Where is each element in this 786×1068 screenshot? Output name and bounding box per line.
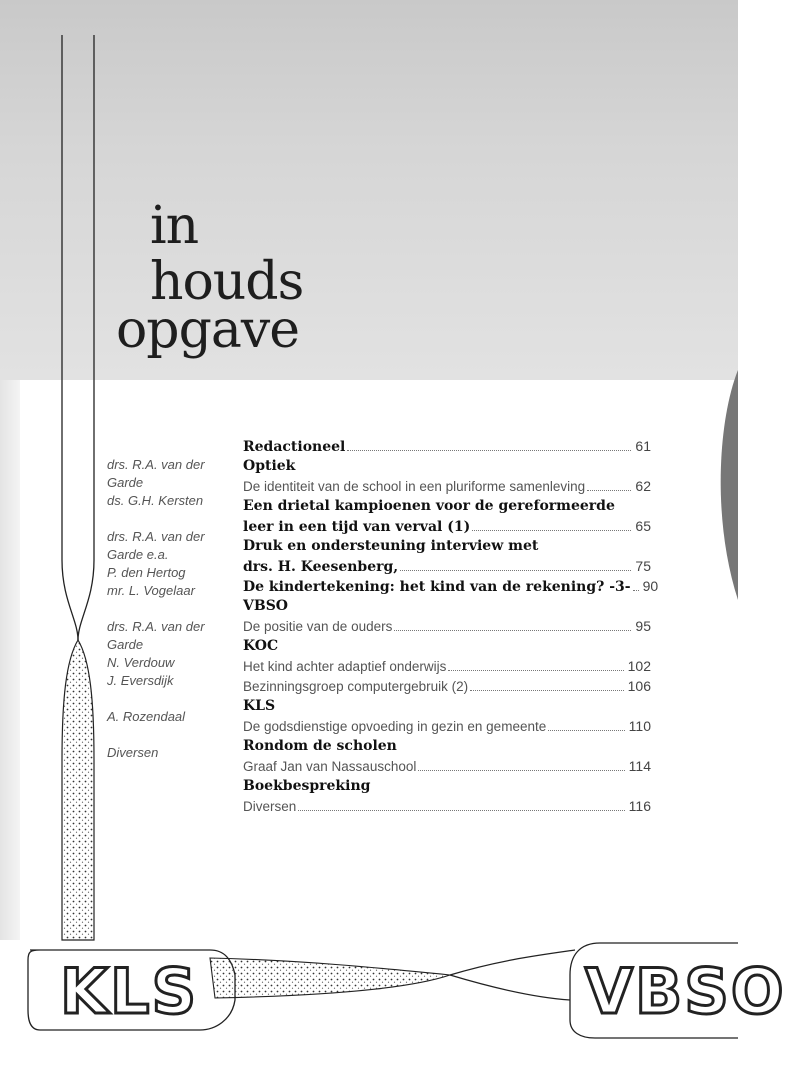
toc-entry xyxy=(243,576,659,596)
right-edge-shadow xyxy=(721,370,738,600)
toc-entry xyxy=(243,656,651,676)
toc-page-number: 114 xyxy=(628,758,651,774)
toc-entry xyxy=(243,456,651,476)
kls-logo: KLS xyxy=(60,955,199,1028)
toc-page-number: 61 xyxy=(635,438,651,454)
toc-page-number: 62 xyxy=(635,478,651,494)
toc-entry xyxy=(243,516,651,536)
toc-entry-title: KLS xyxy=(243,698,276,714)
toc-entry-title: De identiteit van de school in een pluriforme samenleving xyxy=(243,479,586,494)
toc-leader xyxy=(472,530,631,531)
author-line: ds. G.H. Kersten xyxy=(107,493,204,508)
table-of-contents xyxy=(243,436,659,816)
toc-entry-title: Redactioneel xyxy=(243,439,346,455)
toc-page-number: 106 xyxy=(627,678,651,694)
toc-page-number: 110 xyxy=(628,718,651,734)
toc-entry-title: drs. H. Keesenberg, xyxy=(243,559,399,575)
author-line: drs. R.A. van der xyxy=(107,457,205,472)
toc-entry xyxy=(243,536,651,556)
authors-column xyxy=(107,456,232,762)
author-line: drs. R.A. van der xyxy=(107,619,205,634)
toc-entry xyxy=(243,436,651,456)
toc-entry xyxy=(243,736,651,756)
toc-leader xyxy=(448,670,623,671)
toc-entry xyxy=(243,696,651,716)
toc-leader xyxy=(418,770,624,771)
author-line: P. den Hertog xyxy=(107,565,186,580)
author-line: A. Rozendaal xyxy=(107,709,186,724)
toc-entry-title: De kindertekening: het kind van de rekening? -3- xyxy=(243,579,631,595)
title-line-3: opgave xyxy=(116,300,300,360)
toc-entry xyxy=(243,556,651,576)
title-line-1: in xyxy=(150,196,199,256)
toc-entry-title: Druk en ondersteuning interview met xyxy=(243,538,539,554)
toc-page-number: 75 xyxy=(635,558,651,574)
author-line: N. Verdouw xyxy=(107,655,175,670)
toc-entry xyxy=(243,756,651,776)
toc-entry-title: De positie van de ouders xyxy=(243,619,393,634)
toc-entry-title: VBSO xyxy=(243,598,289,614)
toc-entry-title: Diversen xyxy=(243,799,297,814)
toc-entry-title: KOC xyxy=(243,638,279,654)
toc-leader xyxy=(347,450,631,451)
toc-entry-title: Bezinningsgroep computergebruik (2) xyxy=(243,679,469,694)
toc-entry xyxy=(243,476,651,496)
toc-leader xyxy=(587,490,631,491)
toc-entry-title: De godsdienstige opvoeding in gezin en gemeente xyxy=(243,719,547,734)
title-line-2: houds xyxy=(150,252,304,312)
toc-page-number: 116 xyxy=(628,798,651,814)
author-line: Diversen xyxy=(107,745,159,760)
toc-entry-title: leer in een tijd van verval (1) xyxy=(243,519,471,535)
author-line: Garde xyxy=(107,637,144,652)
toc-page-number: 90 xyxy=(642,578,659,594)
stippled-column xyxy=(62,640,94,940)
toc-entry xyxy=(243,496,651,516)
toc-entry-title: Een drietal kampioenen voor de gereformeerde xyxy=(243,498,615,514)
author-line: Garde xyxy=(107,475,144,490)
toc-entry-title: Rondom de scholen xyxy=(243,738,397,754)
toc-leader xyxy=(633,590,639,591)
toc-entry-title: Boekbespreking xyxy=(243,778,371,794)
toc-entry xyxy=(243,636,651,656)
toc-page-number: 102 xyxy=(627,658,651,674)
toc-page-number: 95 xyxy=(635,618,651,634)
toc-leader xyxy=(394,630,631,631)
toc-entry xyxy=(243,776,651,796)
toc-entry-title: Optiek xyxy=(243,458,296,474)
toc-leader xyxy=(400,570,631,571)
toc-entry xyxy=(243,616,651,636)
toc-entry-title: Graaf Jan van Nassauschool xyxy=(243,759,417,774)
toc-leader xyxy=(548,730,624,731)
vbso-logo: VBSO xyxy=(585,955,786,1028)
author-line: Garde e.a. xyxy=(107,547,169,562)
toc-entry-title: Het kind achter adaptief onderwijs xyxy=(243,659,447,674)
toc-leader xyxy=(298,810,624,811)
toc-page-number: 65 xyxy=(635,518,651,534)
stippled-horn xyxy=(210,958,450,998)
author-line: drs. R.A. van der xyxy=(107,529,205,544)
toc-entry xyxy=(243,676,651,696)
toc-entry xyxy=(243,796,651,816)
toc-entry xyxy=(243,596,651,616)
author-line: mr. L. Vogelaar xyxy=(107,583,195,598)
author-line: J. Eversdijk xyxy=(107,673,174,688)
toc-leader xyxy=(470,690,624,691)
toc-entry xyxy=(243,716,651,736)
